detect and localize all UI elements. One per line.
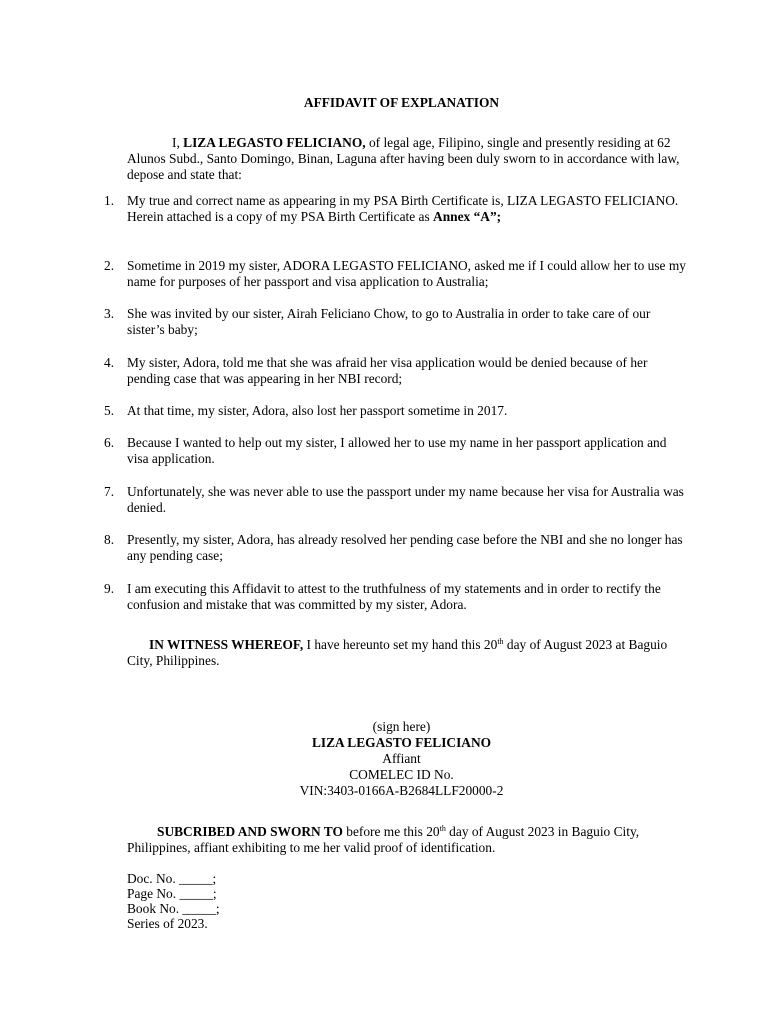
witness-heading: IN WITNESS WHEREOF, xyxy=(149,637,304,652)
witness-ordinal: th xyxy=(497,637,504,646)
affiant-name: LIZA LEGASTO FELICIANO, xyxy=(183,135,366,150)
item-text: Sometime in 2019 my sister, ADORA LEGASTO FELICIANO, asked me if I could allow her to use my name for purposes of her passport and visa application to Australia; xyxy=(127,258,686,289)
item-text: At that time, my sister, Adora, also lost her passport sometime in 2017. xyxy=(127,403,508,418)
witness-text-after: day of August 2023 at Baguio City, Philippines. xyxy=(127,637,668,668)
item-number: 7. xyxy=(104,484,115,499)
item-text: My true and correct name as appearing in my PSA Birth Certificate is, LIZA LEGASTO FELICIANO. xyxy=(127,193,679,208)
jurat-paragraph xyxy=(127,824,687,856)
item-number: 1. xyxy=(104,193,115,208)
list-item xyxy=(104,581,687,613)
jurat-ordinal: th xyxy=(439,824,446,833)
item-text: My sister, Adora, told me that she was afraid her visa application would be denied because of her pending case that was appearing in her NBI record; xyxy=(127,355,648,386)
item-number: 2. xyxy=(104,258,115,273)
item-number: 9. xyxy=(104,581,115,596)
signatory-role: Affiant xyxy=(382,751,421,766)
item-text: Because I wanted to help out my sister, I allowed her to use my name in her passport application and visa application. xyxy=(127,435,667,466)
intro-paragraph xyxy=(127,135,687,183)
item-number: 3. xyxy=(104,306,115,321)
item-number: 4. xyxy=(104,355,115,370)
item-text: She was invited by our sister, Airah Feliciano Chow, to go to Australia in order to take care of our sister’s baby; xyxy=(127,306,651,337)
witness-paragraph xyxy=(127,637,687,669)
signatory-name-text: LIZA LEGASTO FELICIANO xyxy=(311,735,492,750)
doc-number: Doc. No. _____; xyxy=(127,871,217,886)
jurat-heading: SUBCRIBED AND SWORN TO xyxy=(157,824,343,839)
list-item xyxy=(104,355,687,387)
intro-text: of legal age, Filipino, single and presently residing at 62 Alunos Subd., Santo Domingo, Binan, Laguna after having been duly sworn to in accordance with law, depose and state that: xyxy=(127,135,680,182)
id-number: VIN:3403-0166A-B2684LLF20000-2 xyxy=(299,783,504,798)
item-number: 5. xyxy=(104,403,115,418)
list-item xyxy=(104,306,687,338)
item-annex-line xyxy=(127,209,687,225)
intro-prefix: I, xyxy=(172,135,184,150)
list-item xyxy=(104,403,687,419)
item-number: 6. xyxy=(104,435,115,450)
list-item xyxy=(104,258,687,290)
annex-label: Annex “A”; xyxy=(433,209,502,224)
book-number: Book No. _____; xyxy=(127,901,220,916)
list-item xyxy=(104,532,687,564)
signatory-name xyxy=(0,735,768,751)
notary-details xyxy=(127,871,427,931)
item-text: Unfortunately, she was never able to use the passport under my name because her visa for Australia was denied. xyxy=(127,484,684,515)
jurat-text-before: before me this 20 xyxy=(342,824,440,839)
list-item xyxy=(104,435,687,467)
id-type: COMELEC ID No. xyxy=(349,767,454,782)
item-annex-text: Herein attached is a copy of my PSA Birth Certificate as xyxy=(127,209,434,224)
item-text: Presently, my sister, Adora, has already resolved her pending case before the NBI and she no longer has any pending case; xyxy=(127,532,683,563)
jurat-text-after: day of August 2023 in Baguio City, Philippines, affiant exhibiting to me her valid proof of identification. xyxy=(127,824,640,855)
document-title: AFFIDAVIT OF EXPLANATION xyxy=(303,95,500,110)
page-number: Page No. _____; xyxy=(127,886,217,901)
list-item xyxy=(104,193,687,225)
list-item xyxy=(104,484,687,516)
item-text: I am executing this Affidavit to attest to the truthfulness of my statements and in order to rectify the confusion and mistake that was committed by my sister, Adora. xyxy=(127,581,661,612)
signature-placeholder[interactable]: (sign here) xyxy=(372,719,431,734)
item-number: 8. xyxy=(104,532,115,547)
series-year: Series of 2023. xyxy=(127,916,208,931)
witness-text-before: I have hereunto set my hand this 20 xyxy=(303,637,498,652)
signature-block xyxy=(0,719,768,799)
